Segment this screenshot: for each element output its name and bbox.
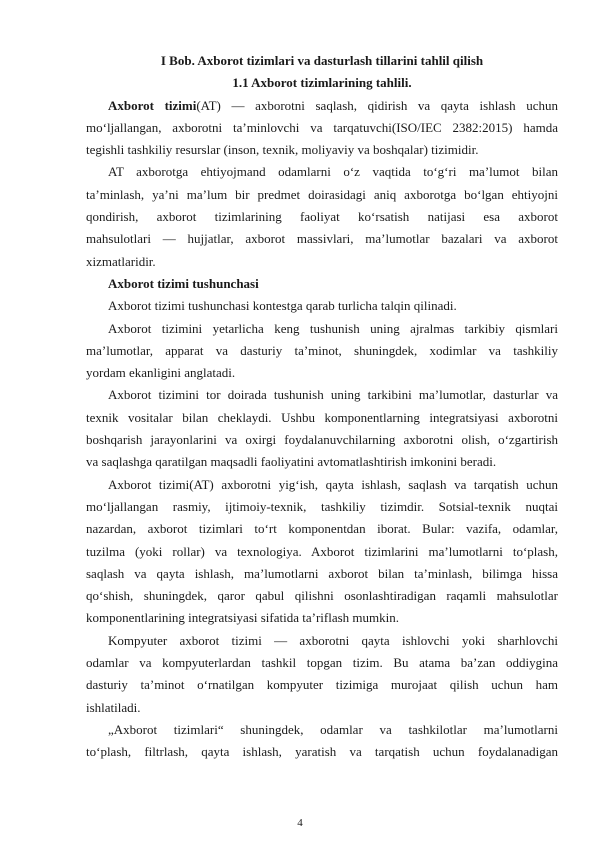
- paragraph-line: saqlash va qayta ishlash, ma’lumotlarni axborot bilan ta’minlash, bilimga hissa: [86, 565, 558, 581]
- page-number: 4: [297, 817, 303, 829]
- subsection-title: Axborot tizimi tushunchasi: [108, 275, 259, 291]
- paragraph-line: to‘plash, filtrlash, qayta ishlash, yaratish va tarqatish uchun foydalanadigan: [86, 744, 558, 760]
- paragraph-line: mo‘ljallangan rasmiy, ijtimoiy-texnik, tashkiliy tizimdir. Sotsial-texnik nuqtai: [86, 498, 558, 514]
- paragraph-line: [86, 95, 558, 117]
- paragraph-line: va saqlashga qaratilgan maqsadli faoliyatini avtomatlashtirish imkonini beradi.: [86, 454, 497, 470]
- paragraph-line: qondirish, axborot tizimlarining faoliyat ko‘rsatish natijasi esa axborot: [86, 209, 558, 225]
- paragraph-line: nazardan, axborot tizimlari to‘rt komponentdan iborat. Bular: vazifa, odamlar,: [86, 521, 558, 537]
- paragraph-line: tegishli tashkiliy resurslar (inson, texnik, moliyaviy va boshqalar) tizimidir.: [86, 142, 479, 158]
- paragraph-line: boshqarish jarayonlarini va oxirgi foydalanuvchilarning axborotni olish, o‘zgartirish: [86, 432, 558, 448]
- paragraph-text: (AT) — axborotni saqlash, qidirish va qayta ishlash uchun: [196, 97, 558, 113]
- term-definition: Axborot tizimi: [108, 97, 197, 113]
- paragraph-line: mahsulotlari — hujjatlar, axborot massivlari, ma’lumotlar bazalari va axborot: [86, 231, 558, 247]
- paragraph-line: tuzilma (yoki rollar) va texnologiya. Axborot tizimlarini ma’lumotlarni to‘plash,: [86, 543, 558, 559]
- paragraph-line: ma’lumotlar, apparat va dasturiy ta’minot, shuningdek, xodimlar va tashkiliy: [86, 342, 558, 358]
- paragraph-line: dasturiy ta’minot o‘rnatilgan kompyuter tizimiga murojaat qilish uchun ham: [86, 677, 558, 693]
- paragraph-line: qo‘shish, shuningdek, qaror qabul qilishni osonlashtiradigan raqamli mahsulotlar: [86, 588, 558, 604]
- section-heading: 1.1 Axborot tizimlarining tahlili.: [232, 75, 412, 91]
- paragraph-line: odamlar va kompyuterlardan tashkil topgan tizim. Bu atama ba’zan oddiygina: [86, 655, 558, 671]
- paragraph-line: yordam ekanligini anglatadi.: [86, 365, 236, 381]
- chapter-heading: I Bob. Axborot tizimlari va dasturlash tillarini tahlil qilish: [160, 53, 484, 68]
- paragraph-line: ishlatiladi.: [86, 699, 141, 715]
- text-body: [86, 50, 558, 764]
- paragraph-line: texnik vositalar bilan cheklaydi. Ushbu komponentlarning integratsiyasi axborotni: [86, 409, 558, 425]
- paragraph-line: Axborot tizimini tor doirada tushunish uning tarkibini ma’lumotlar, dasturlar va: [108, 387, 558, 403]
- paragraph-line: mo‘ljallangan, axborotni ta’minlovchi va tarqatuvchi(ISO/IEC 2382:2015) hamda: [86, 119, 558, 135]
- paragraph-line: AT axborotga ehtiyojmand odamlarni o‘z vaqtida to‘g‘ri ma’lumot bilan: [108, 164, 558, 180]
- paragraph-line: komponentlarining integratsiyasi sifatida ta’riflash mumkin.: [86, 610, 400, 626]
- paragraph-line: ta’minlash, ya’ni ma’lum bir predmet doirasidagi aniq axborotga bo‘lgan ehtiyojni: [86, 186, 558, 202]
- paragraph-line: xizmatlaridir.: [86, 253, 156, 269]
- paragraph-line: „Axborot tizimlari“ shuningdek, odamlar va tashkilotlar ma’lumotlarni: [108, 721, 558, 737]
- paragraph-line: Axborot tizimi tushunchasi kontestga qarab turlicha talqin qilinadi.: [108, 298, 457, 314]
- paragraph-line: Axborot tizimi(AT) axborotni yig‘ish, qayta ishlash, saqlash va tarqatish uchun: [108, 476, 558, 492]
- paragraph-line: Kompyuter axborot tizimi — axborotni qayta ishlovchi yoki sharhlovchi: [108, 632, 558, 648]
- paragraph-line: Axborot tizimini yetarlicha keng tushunish uning ajralmas tarkibiy qismlari: [108, 320, 558, 336]
